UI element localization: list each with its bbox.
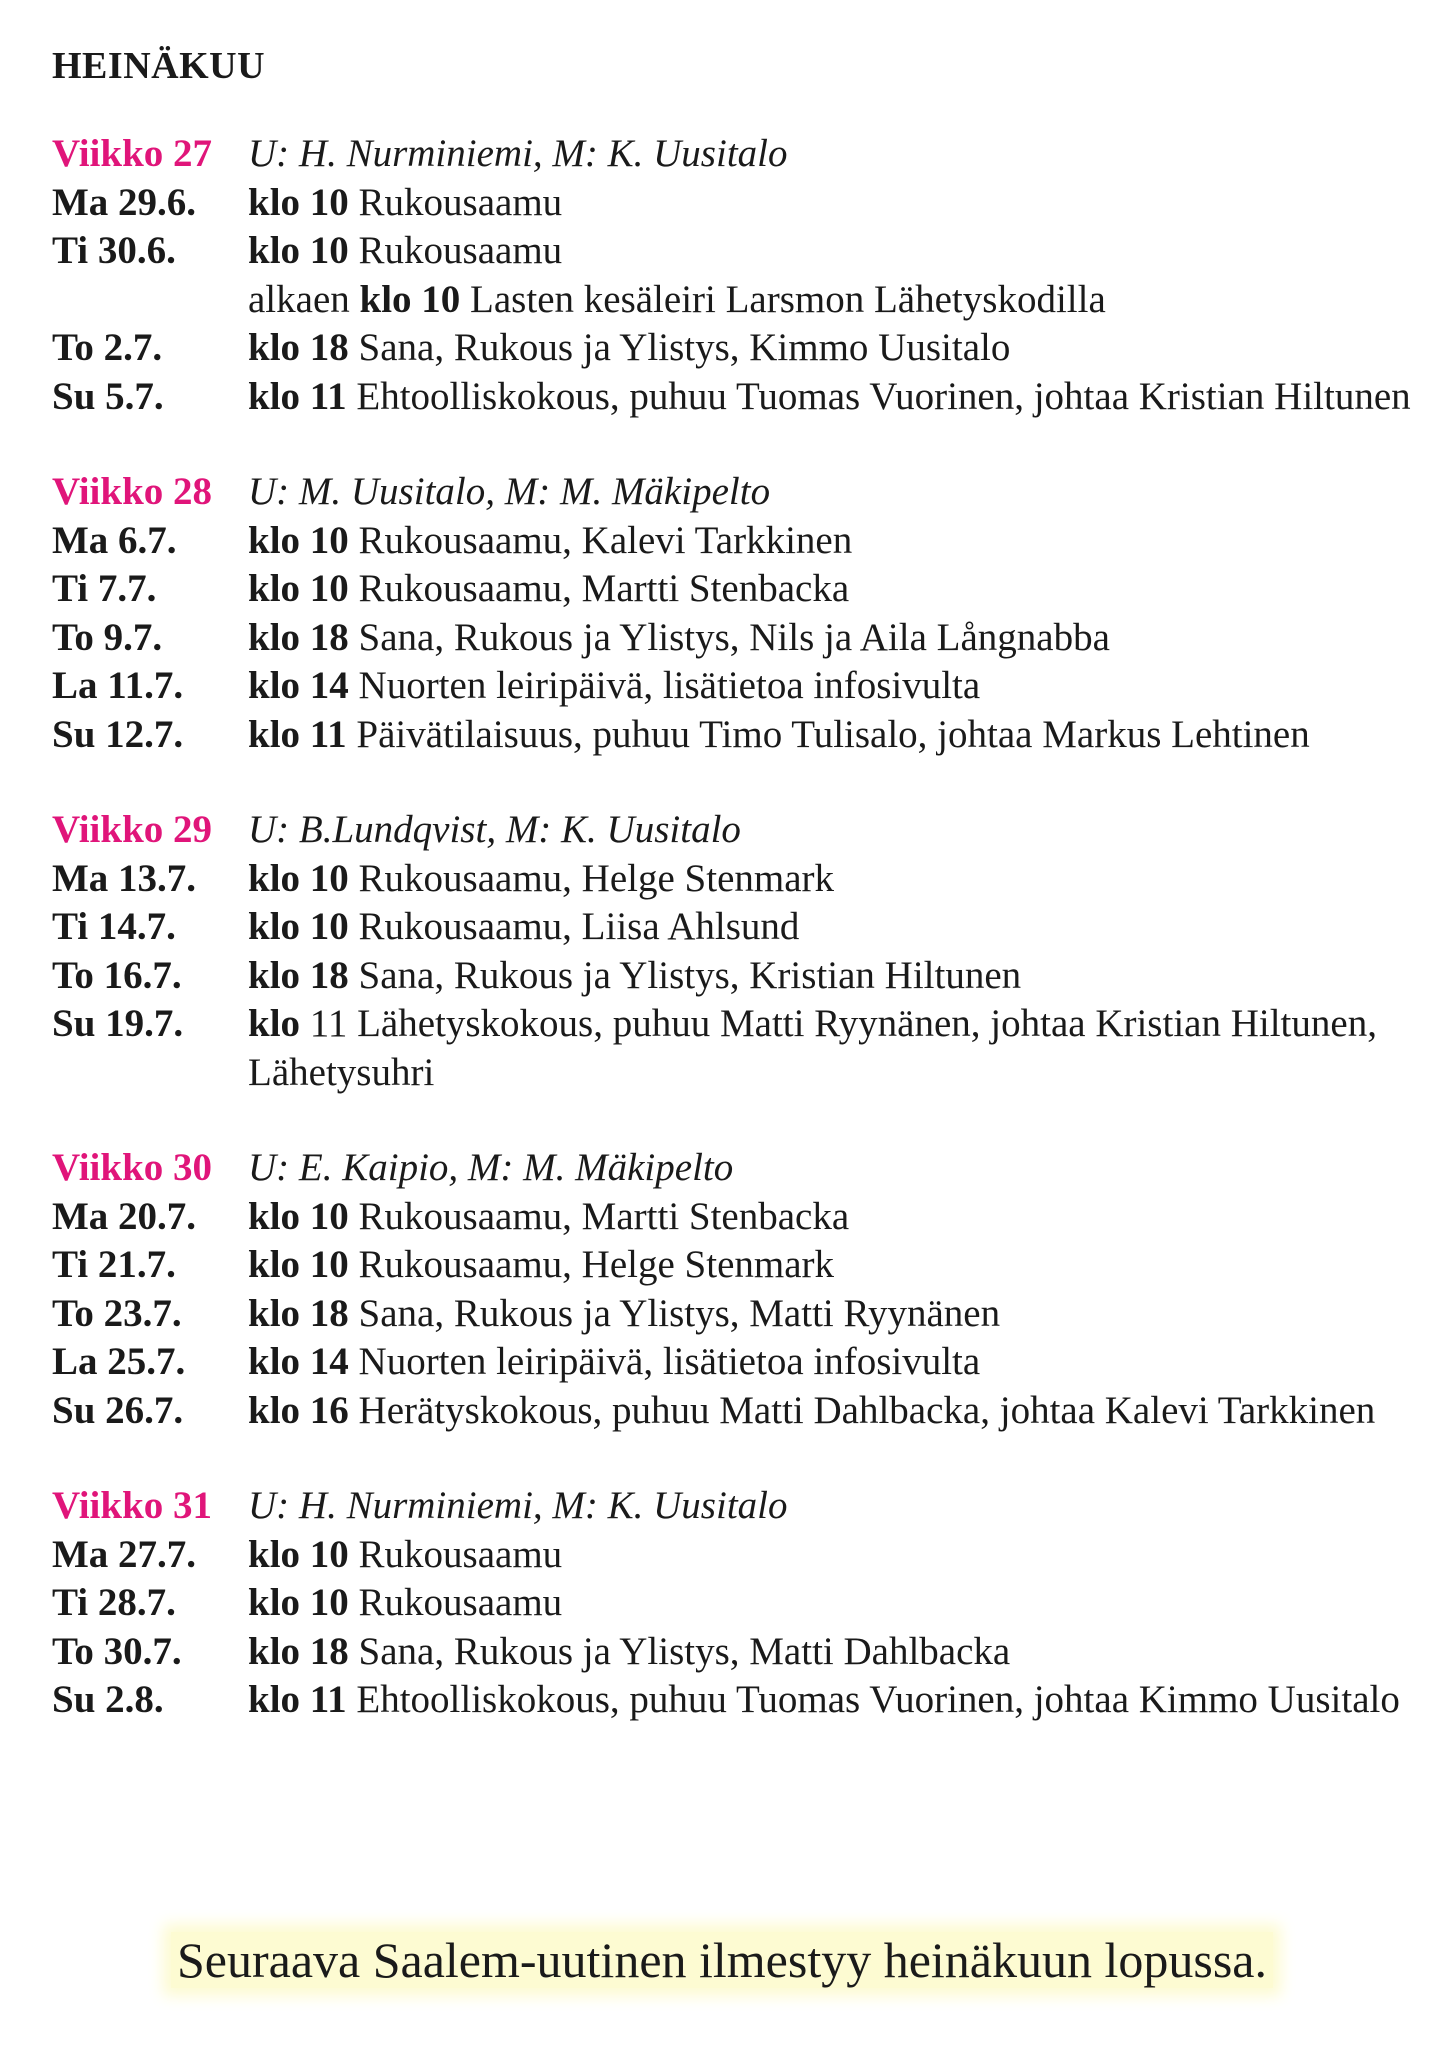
event-description [248, 1241, 1412, 1290]
event-time: klo 18 [248, 1629, 349, 1673]
event-description [248, 662, 1412, 711]
event-row [52, 517, 1412, 566]
event-text: Lasten kesäleiri Larsmon Lähetyskodilla [460, 277, 1106, 321]
event-row [52, 324, 1412, 373]
event-row [52, 662, 1412, 711]
event-description [248, 614, 1412, 663]
week-label: Viikko 30 [52, 1146, 213, 1189]
event-day: Ma 29.6. [52, 180, 197, 224]
event-day: Su 5.7. [52, 374, 164, 418]
event-description [248, 1579, 1412, 1628]
event-description [248, 903, 1412, 952]
event-day: To 30.7. [52, 1629, 182, 1673]
schedule-page [52, 40, 1412, 1772]
footer-text: Seuraava Saalem-uutinen ilmestyy heinäkuun lopussa. [171, 1932, 1273, 1988]
event-time: klo 10 [248, 856, 349, 900]
event-row [52, 1579, 1412, 1628]
event-row [52, 1241, 1412, 1290]
event-description [248, 1387, 1412, 1436]
event-time: klo 16 [248, 1388, 349, 1432]
event-text: Sana, Rukous ja Ylistys, Matti Dahlbacka [348, 1629, 1011, 1673]
event-row [52, 276, 1412, 325]
event-row [52, 1676, 1412, 1725]
event-day: Ma 27.7. [52, 1532, 197, 1576]
event-day: Ti 21.7. [52, 1243, 176, 1286]
event-row [52, 1387, 1412, 1436]
event-text: Rukousaamu, Helge Stenmark [348, 856, 835, 900]
event-row [52, 1193, 1412, 1242]
event-day: Ma 6.7. [52, 518, 177, 562]
event-text: Sana, Rukous ja Ylistys, Kimmo Uusitalo [348, 326, 1011, 369]
event-text: Ehtoolliskokous, puhuu Tuomas Vuorinen, johtaa Kimmo Uusitalo [346, 1678, 1400, 1721]
event-text: Rukousaamu, Martti Stenbacka [348, 567, 850, 610]
event-row [52, 1531, 1412, 1580]
week-leaders: U: E. Kaipio, M: M. Mäkipelto [248, 1146, 734, 1189]
event-time: klo 18 [248, 615, 349, 659]
event-row [52, 855, 1412, 904]
event-day: To 9.7. [52, 615, 163, 659]
footer-note [0, 1930, 1444, 1990]
event-description [248, 952, 1412, 1001]
event-text: Rukousaamu [348, 229, 563, 272]
week-header [52, 1482, 1412, 1531]
weeks-list [52, 130, 1412, 1725]
event-prefix: alkaen [248, 277, 360, 321]
event-time: klo 10 [359, 277, 461, 321]
event-time: klo 11 [248, 1678, 347, 1721]
event-time: klo 10 [248, 1532, 349, 1576]
week-block [52, 468, 1412, 759]
event-time: klo 11 [248, 374, 347, 418]
event-time: klo [248, 1002, 301, 1045]
event-text: Rukousaamu, Liisa Ahlsund [348, 905, 800, 948]
event-row [52, 903, 1412, 952]
event-time: klo 18 [248, 953, 349, 997]
event-day: To 23.7. [52, 1291, 182, 1335]
event-row [52, 1000, 1412, 1097]
event-time: klo 10 [248, 1581, 349, 1624]
event-row [52, 1290, 1412, 1339]
event-time: klo 18 [248, 326, 349, 369]
event-day: Ti 28.7. [52, 1581, 176, 1624]
event-day: Ti 30.6. [52, 229, 176, 272]
event-description [248, 1676, 1412, 1725]
week-leaders: U: B.Lundqvist, M: K. Uusitalo [248, 808, 741, 851]
event-day: Su 12.7. [52, 712, 184, 756]
event-row [52, 1338, 1412, 1387]
event-time: klo 10 [248, 229, 349, 272]
event-day: Ti 14.7. [52, 905, 176, 948]
event-text: Ehtoolliskokous, puhuu Tuomas Vuorinen, johtaa Kristian Hiltunen [346, 374, 1411, 418]
event-text: Nuorten leiripäivä, lisätietoa infosivulta [348, 664, 981, 707]
event-row [52, 1628, 1412, 1677]
event-day: Ti 7.7. [52, 567, 157, 610]
event-row [52, 373, 1412, 422]
week-header [52, 1144, 1412, 1193]
event-description [248, 565, 1412, 614]
event-time: klo 10 [248, 905, 349, 948]
week-header [52, 806, 1412, 855]
event-row [52, 614, 1412, 663]
event-description [248, 1531, 1412, 1580]
event-description [248, 276, 1412, 325]
week-leaders: U: M. Uusitalo, M: M. Mäkipelto [248, 470, 771, 513]
event-row [52, 179, 1412, 228]
event-time: klo 10 [248, 180, 349, 224]
week-block [52, 806, 1412, 1097]
event-day: La 25.7. [52, 1340, 186, 1383]
week-leaders: U: H. Nurminiemi, M: K. Uusitalo [248, 1484, 788, 1527]
week-block [52, 1482, 1412, 1725]
event-description [248, 1628, 1412, 1677]
week-block [52, 1144, 1412, 1435]
event-text: Rukousaamu [348, 1581, 563, 1624]
event-row [52, 711, 1412, 760]
event-description [248, 711, 1412, 760]
event-time: klo 18 [248, 1291, 349, 1335]
event-time: klo 11 [248, 712, 347, 756]
event-description [248, 1000, 1412, 1097]
event-day: Su 2.8. [52, 1678, 164, 1721]
event-description [248, 517, 1412, 566]
event-day: Su 19.7. [52, 1002, 184, 1045]
event-text: Rukousaamu [348, 180, 563, 224]
week-leaders: U: H. Nurminiemi, M: K. Uusitalo [248, 132, 788, 175]
event-day: To 16.7. [52, 953, 182, 997]
week-label: Viikko 31 [52, 1484, 213, 1527]
event-text: Rukousaamu, Helge Stenmark [348, 1243, 835, 1286]
event-description [248, 855, 1412, 904]
event-row [52, 952, 1412, 1001]
event-text: Rukousaamu, Kalevi Tarkkinen [348, 518, 853, 562]
event-text: Sana, Rukous ja Ylistys, Matti Ryynänen [348, 1291, 1001, 1335]
event-day: Ma 20.7. [52, 1194, 197, 1238]
event-description [248, 179, 1412, 228]
week-header [52, 468, 1412, 517]
event-description [248, 1193, 1412, 1242]
event-description [248, 1338, 1412, 1387]
event-text: Nuorten leiripäivä, lisätietoa infosivulta [348, 1340, 981, 1383]
event-time: klo 10 [248, 518, 349, 562]
event-row [52, 227, 1412, 276]
event-time: klo 14 [248, 1340, 349, 1383]
event-description [248, 324, 1412, 373]
event-text: Herätyskokous, puhuu Matti Dahlbacka, johtaa Kalevi Tarkkinen [348, 1388, 1376, 1432]
event-time: klo 10 [248, 1194, 349, 1238]
event-description [248, 373, 1412, 422]
event-time: klo 14 [248, 664, 349, 707]
event-day: To 2.7. [52, 326, 163, 369]
event-time: klo 10 [248, 567, 349, 610]
event-description [248, 227, 1412, 276]
event-day: Su 26.7. [52, 1388, 184, 1432]
event-day: Ma 13.7. [52, 856, 197, 900]
event-time: klo 10 [248, 1243, 349, 1286]
week-label: Viikko 27 [52, 132, 213, 175]
week-header [52, 130, 1412, 179]
week-block [52, 130, 1412, 421]
month-title: HEINÄKUU [52, 45, 266, 87]
week-label: Viikko 28 [52, 470, 213, 513]
event-text: Sana, Rukous ja Ylistys, Kristian Hiltunen [348, 953, 1022, 997]
event-row [52, 565, 1412, 614]
event-text: Rukousaamu, Martti Stenbacka [348, 1194, 850, 1238]
week-label: Viikko 29 [52, 808, 213, 851]
event-text: Sana, Rukous ja Ylistys, Nils ja Aila Långnabba [348, 615, 1110, 659]
event-day: La 11.7. [52, 664, 184, 707]
event-text: Rukousaamu [348, 1532, 563, 1576]
event-description [248, 1290, 1412, 1339]
event-text: Päivätilaisuus, puhuu Timo Tulisalo, johtaa Markus Lehtinen [346, 712, 1310, 756]
event-text: 11 Lähetyskokous, puhuu Matti Ryynänen, johtaa Kristian Hiltunen, Lähetysuhri [248, 1002, 1377, 1094]
